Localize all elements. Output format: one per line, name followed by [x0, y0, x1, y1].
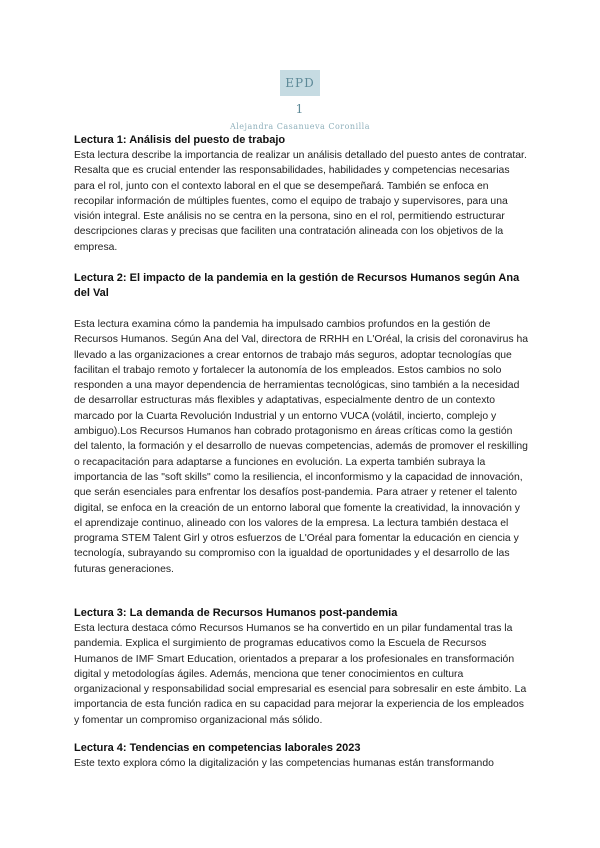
- section-paragraph: Esta lectura describe la importancia de realizar un análisis detallado del puesto antes de contratar. Resalta que es crucial entender las responsabilidades, habilidades y competencias necesarias para el rol, junto con el contexto laboral en el que se desempeñará. También se enfoca en recopilar información de múltiples fuentes, como el equipo de trabajo y supervisores, para una visión integral. Este análisis no se centra en la persona, sino en el rol, permitiendo estructurar descripciones claras y precisas que faciliten una contratación alineada con los objetivos de la empresa.: [74, 150, 527, 253]
- section-title: Lectura 3: La demanda de Recursos Humanos post-pandemia: [74, 607, 398, 619]
- document-header: [0, 70, 600, 131]
- logo-badge: EPD 1: [280, 70, 320, 96]
- section-lectura-2: [74, 271, 529, 577]
- author-name: Alejandra Casanueva Coronilla: [229, 122, 371, 131]
- section-lectura-1: [74, 133, 529, 255]
- section-paragraph: Esta lectura destaca cómo Recursos Humanos se ha convertido en un pilar fundamental tras la pandemia. Explica el surgimiento de programas educativos como la Escuela de Recursos Humanos de IMF Smart Education, orientados a preparar a los profesionales en transformación digital y metodologías ágiles. Además, menciona que tener conocimientos en cultura organizacional y responsabilidad social empresarial es esencial para sobresalir en este ámbito. La importancia de esta función radica en su capacidad para mejorar la experiencia de los empleados y fomentar un compromiso organizacional más sólido.: [74, 623, 527, 726]
- section-title: Lectura 1: Análisis del puesto de trabajo: [74, 134, 286, 146]
- section-title: Lectura 2: El impacto de la pandemia en la gestión de Recursos Humanos según Ana del Val: [74, 272, 520, 299]
- section-lectura-4: [74, 741, 494, 771]
- section-lectura-3: [74, 606, 529, 728]
- section-paragraph: Esta lectura examina cómo la pandemia ha impulsado cambios profundos en la gestión de Recursos Humanos. Según Ana del Val, directora de RRHH en L'Oréal, la crisis del coronavirus ha llevado a las organizaciones a crear entornos de trabajo más seguros, adoptar tecnologías que facilitan el trabajo remoto y fortalecer la autonomía de los empleados. Estos cambios no solo responden a una mayor dependencia de herramientas tecnológicas, sino también a la necesidad de desarrollar estructuras más flexibles y adaptativas, especialmente dentro de un contexto marcado por la Cuarta Revolución Industrial y un entorno VUCA (volátil, incierto, complejo y ambiguo).Los Recursos Humanos han cobrado protagonismo en áreas críticas como la gestión del talento, la formación y el desarrollo de nuevas competencias, además de promover el reskilling o recapacitación para adaptarse a funciones en evolución. La experta también subraya la importancia de las "soft skills" como la resiliencia, el inconformismo y la capacidad de innovación, que serán esenciales para enfrentar los desafíos post-pandemia. Para atraer y retener el talento digital, se enfoca en la creación de un entorno laboral que fomente la creatividad, la innovación y el aprendizaje continuo, alineado con los valores de la empresa. La lectura también destaca el programa STEM Talent Girl y otros esfuerzos de L'Oréal para fomentar la educación en ciencia y tecnología, subrayando su compromiso con la igualdad de oportunidades y el desarrollo de las futuras generaciones.: [74, 319, 529, 575]
- section-paragraph: Este texto explora cómo la digitalización y las competencias humanas están transformando: [74, 758, 494, 769]
- section-title: Lectura 4: Tendencias en competencias laborales 2023: [74, 742, 361, 754]
